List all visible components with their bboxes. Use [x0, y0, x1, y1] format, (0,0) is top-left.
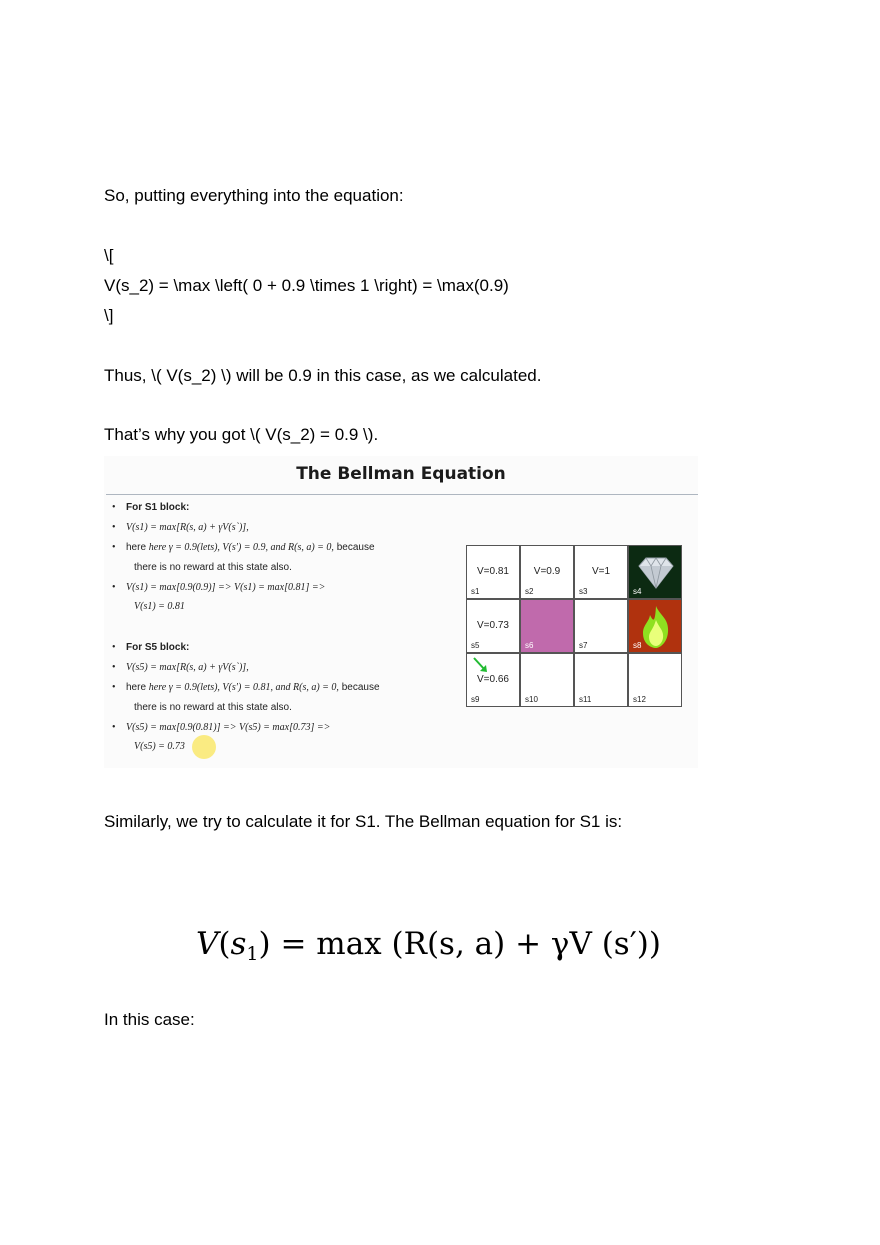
- s5-result: V(s5) = 0.73: [134, 741, 185, 752]
- s1-header: • For S1 block:: [112, 502, 190, 513]
- s5-header: • For S5 block:: [112, 642, 190, 653]
- latex-equation-line: V(s_2) = \max \left( 0 + 0.9 \times 1 \right) = \max(0.9): [104, 276, 509, 295]
- grid-cell-s7: s7: [574, 599, 628, 653]
- s1-equation: • V(s1) = max[R(s, a) + γV(s`)],: [112, 522, 249, 533]
- grid-cell-s9: V=0.66 s9: [466, 653, 520, 707]
- s5-calc: • V(s5) = max[0.9(0.81)] => V(s5) = max[0.73] =>: [112, 722, 331, 733]
- bellman-formula: $V(s_1) = \max (R(s$, a) + γV (s′)): [196, 926, 661, 965]
- grid-cell-s11: s11: [574, 653, 628, 707]
- slide-title: The Bellman Equation: [296, 464, 506, 484]
- s1-here: • here here γ = 0.9(lets), V(s′) = 0.9, and R(s, a) = 0, because: [112, 542, 375, 553]
- grid-cell-s8: s8: [628, 599, 682, 653]
- slide-divider: [106, 494, 698, 495]
- thus-paragraph: Thus, \( V(s_2) \) will be 0.9 in this case, as we calculated.: [104, 366, 542, 385]
- s1-reason: there is no reward at this state also.: [134, 562, 292, 573]
- s1-result: V(s1) = 0.81: [134, 601, 185, 612]
- s5-reason: there is no reward at this state also.: [134, 702, 292, 713]
- similarly-paragraph: Similarly, we try to calculate it for S1. The Bellman equation for S1 is:: [104, 812, 623, 831]
- grid-cell-s10: s10: [520, 653, 574, 707]
- latex-open-bracket: \[: [104, 246, 114, 265]
- s5-here: • here here γ = 0.9(lets), V(s′) = 0.81, and R(s, a) = 0, because: [112, 682, 380, 693]
- in-this-case-paragraph: In this case:: [104, 1010, 195, 1029]
- grid-cell-s4: s4: [628, 545, 682, 599]
- s1-calc: • V(s1) = max[0.9(0.9)] => V(s1) = max[0.81] =>: [112, 582, 326, 593]
- intro-paragraph: So, putting everything into the equation:: [104, 186, 404, 205]
- arrow-icon: [472, 656, 492, 676]
- grid-cell-s5: V=0.73 s5: [466, 599, 520, 653]
- cursor-highlight: [192, 735, 216, 759]
- bellman-slide-figure: [104, 456, 698, 768]
- grid-cell-s6-wall: s6: [520, 599, 574, 653]
- grid-cell-s3: V=1 s3: [574, 545, 628, 599]
- grid-cell-s2: V=0.9 s2: [520, 545, 574, 599]
- grid-cell-s12: s12: [628, 653, 682, 707]
- s5-equation: • V(s5) = max[R(s, a) + γV(s`)],: [112, 662, 249, 673]
- grid-cell-s1: V=0.81 s1: [466, 545, 520, 599]
- why-paragraph: That’s why you got \( V(s_2) = 0.9 \).: [104, 425, 379, 444]
- latex-close-bracket: \]: [104, 306, 114, 325]
